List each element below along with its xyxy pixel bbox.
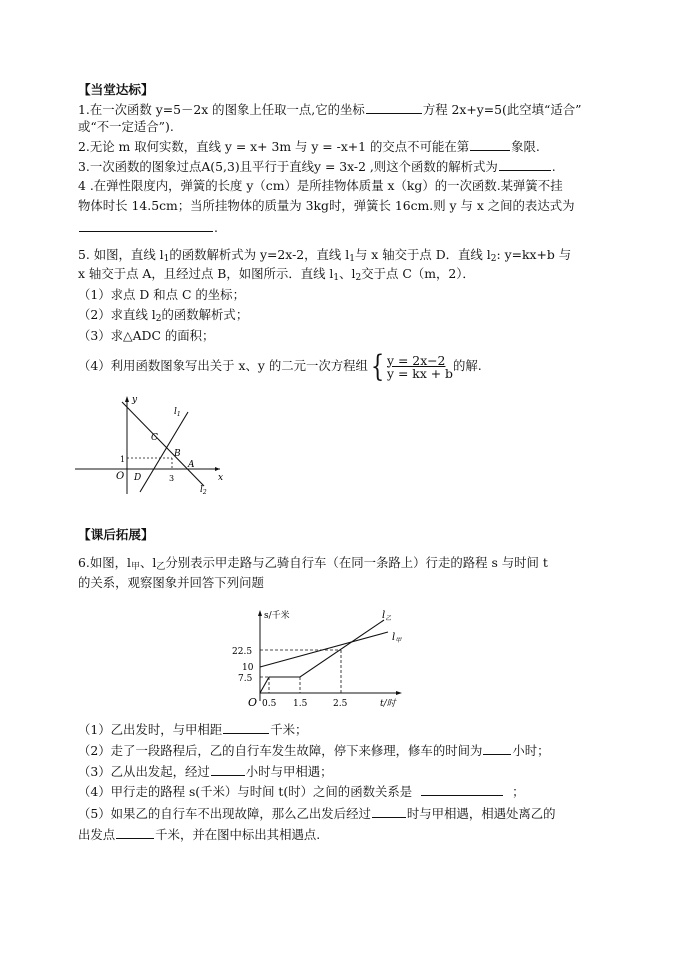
tick-1.5: 1.5 (293, 699, 308, 709)
origin-label: O (248, 696, 258, 709)
answer-blank-6-3[interactable] (211, 763, 245, 776)
question-2: 2.无论 m 取何实数，直线 y = x+ 3m 与 y = -x+1 的交点不可能在第 象限. (78, 139, 540, 154)
tick-0.5: 0.5 (262, 699, 277, 709)
s-axis-label: s/千米 (264, 611, 290, 621)
tick-22.5: 22.5 (232, 647, 253, 657)
question-6-part-5: （5）如果乙的自行车不出现故障，那么乙出发后经过 时与甲相遇，相遇处离乙的 (78, 806, 556, 821)
tick-3: 3 (169, 474, 175, 483)
question-4-line1: 4 .在弹性限度内，弹簧的长度 y（cm）是所挂物体质量 x（kg）的一次函数.某弹簧不挂 (78, 178, 563, 193)
answer-blank-6-4[interactable] (421, 783, 503, 796)
line-l-yi (260, 620, 384, 693)
question-4-line2: 物体时长 14.5cm；当所挂物体的质量为 3kg时，弹簧长 16cm.则 y 与 x 之间的表达式为 (78, 198, 575, 213)
point-C-label: C (151, 433, 158, 443)
answer-blank-1a[interactable] (366, 101, 422, 114)
tick-2.5: 2.5 (333, 699, 348, 709)
question-6-part-2: （2）走了一段路程后，乙的自行车发生故障，停下来修理，修车的时间为 小时； (78, 743, 550, 758)
question-5-line2: x 轴交于点 A，且经过点 B，如图所示．直线 $l_1$、$l_2$交于点 C（m，2）． (78, 266, 475, 283)
question-3: 3.一次函数的图象过点A(5,3)且平行于直线y = 3x-2 ,则这个函数的解析式为 . (78, 159, 556, 174)
t-axis-label: t/时 (380, 699, 396, 709)
question-6-part-1: （1）乙出发时，与甲相距 千米； (78, 722, 308, 737)
question-4-line3: . (78, 219, 218, 236)
point-D-label: D (134, 473, 142, 483)
system-brace-icon: { (370, 348, 385, 384)
question-6-line2: 的关系，观察图象并回答下列问题 (78, 575, 264, 590)
point-A-label: A (188, 460, 195, 470)
figure-1-graph (70, 392, 230, 496)
t-axis-arrow-icon (396, 691, 402, 695)
answer-blank-2[interactable] (470, 138, 510, 151)
l2-label: $l_2$ (200, 485, 207, 496)
answer-blank-6-5b[interactable] (116, 826, 154, 839)
question-6-line1: 6.如图，$l_甲$、$l_乙$分别表示甲走路与乙骑自行车（在同一条路上）行走的路程 s 与时间 t (78, 555, 548, 572)
question-6-part-3: （3）乙从出发起，经过 小时与甲相遇； (78, 764, 333, 779)
answer-blank-6-5a[interactable] (372, 805, 406, 818)
origin-label: O (116, 471, 125, 482)
question-5-part-2: （2）求直线 $l_2$的函数解析式； (78, 307, 249, 324)
section-title-practice: 【当堂达标】 (78, 82, 154, 97)
answer-blank-4[interactable] (79, 219, 213, 232)
y-axis-arrow-icon (125, 396, 129, 402)
l-yi-label: $l_乙$ (382, 610, 392, 622)
section-title-extension: 【课后拓展】 (78, 527, 154, 542)
question-5-line1: 5. 如图，直线 $l_1$的函数解析式为 y=2x-2，直线 $l_1$与 x 轴交于点 D．直线 $l_2$: y=kx+b 与 (78, 247, 572, 264)
question-6-part-4: （4）甲行走的路程 s(千米）与时间 t(时）之间的函数关系是 ； (78, 784, 525, 799)
answer-blank-3[interactable] (499, 158, 551, 171)
x-axis-arrow-icon (215, 467, 220, 471)
l-jia-label: $l_甲$ (392, 632, 402, 644)
question-1: 1.在一次函数 y=5－2x 的图象上任取一点,它的坐标 方程 2x+y=5(此空填“适合” (78, 102, 582, 117)
equation-system: $\frac{y = 2x-2}{y = kx + b}$ (387, 352, 453, 381)
question-5-part-1: （1）求点 D 和点 C 的坐标； (78, 287, 245, 302)
y-label: y (132, 395, 138, 405)
point-B-label: B (174, 449, 181, 459)
s-axis-arrow-icon (258, 610, 262, 616)
line-l1 (140, 412, 188, 492)
tick-10: 10 (242, 663, 254, 673)
tick-1: 1 (120, 455, 126, 464)
tick-7.5: 7.5 (238, 674, 253, 684)
line-l-jia (260, 632, 388, 667)
l1-label: $l_1$ (174, 407, 181, 418)
answer-blank-6-1[interactable] (223, 721, 269, 734)
question-5-part-4: （4）利用函数图象写出关于 x、y 的二元一次方程组{ $\frac{y = 2x-2}{y = kx + b}$的解. (78, 348, 482, 384)
question-6-part-5-continued: 出发点 千米，并在图中标出其相遇点. (78, 827, 321, 842)
figure-2-graph (220, 606, 420, 710)
x-label: x (218, 473, 224, 483)
question-1-continued: 或“不一定适合”). (78, 119, 174, 134)
answer-blank-6-2[interactable] (483, 742, 511, 755)
question-5-part-3: （3）求△ADC 的面积； (78, 328, 215, 343)
